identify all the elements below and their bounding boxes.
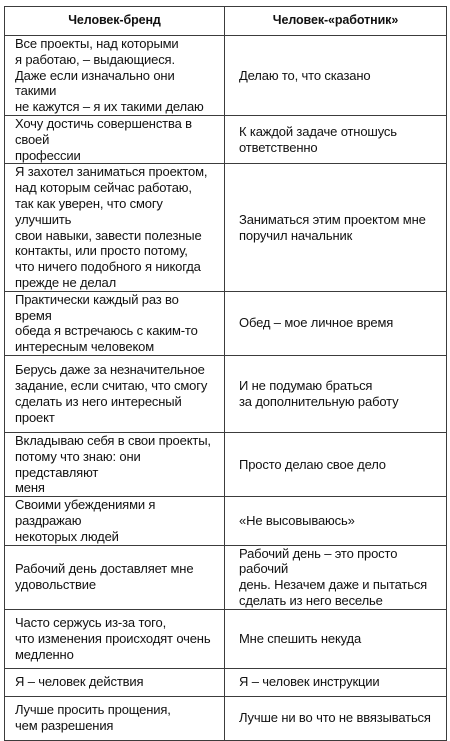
cell-text: Рабочий день – это просто рабочий день. Незачем даже и пытаться сделать из него веселье bbox=[239, 545, 428, 608]
worker-cell bbox=[225, 497, 447, 545]
cell-text: И не подумаю браться за дополнительную работу bbox=[239, 378, 399, 409]
table-row bbox=[5, 696, 447, 740]
worker-cell bbox=[225, 696, 447, 740]
table-row bbox=[5, 432, 447, 496]
worker-cell bbox=[225, 545, 447, 609]
brand-cell bbox=[5, 115, 225, 163]
brand-cell bbox=[5, 291, 225, 355]
cell-text: Рабочий день доставляет мне удовольствие bbox=[15, 561, 194, 593]
comparison-table bbox=[4, 6, 447, 741]
table-row bbox=[5, 291, 447, 355]
cell-text: Лучше просить прощения, чем разрешения bbox=[15, 702, 171, 734]
cell-text: Все проекты, над которыми я работаю, – выдающиеся. Даже если изначально они такими не кажутся – я их такими делаю bbox=[15, 36, 204, 115]
cell-text: К каждой задаче отношусь ответственно bbox=[239, 123, 397, 155]
cell-text: Я – человек действия bbox=[15, 674, 144, 690]
table-row bbox=[5, 545, 447, 609]
header-row bbox=[5, 7, 447, 36]
cell-text: Практически каждый раз во время обеда я встречаюсь с каким-то интересным человеком bbox=[15, 291, 198, 355]
table-header bbox=[5, 7, 447, 36]
worker-cell bbox=[225, 668, 447, 696]
table-row bbox=[5, 36, 447, 116]
cell-text: Мне спешить некуда bbox=[239, 630, 362, 646]
worker-cell bbox=[225, 609, 447, 668]
cell-text: Своими убеждениями я раздражаю некоторых людей bbox=[15, 497, 156, 544]
cell-text: Я захотел заниматься проектом, над которым сейчас работаю, так как уверен, что смогу улучшить свои навыки, завести полезные контакты, или просто потому, что ничего подобного я никогда прежде не делал bbox=[15, 164, 208, 290]
cell-text: Обед – мое личное время bbox=[239, 315, 394, 331]
brand-cell bbox=[5, 668, 225, 696]
cell-text: Берусь даже за незначительное задание, если считаю, что смогу сделать из него интересный проект bbox=[15, 362, 208, 425]
brand-cell bbox=[5, 609, 225, 668]
cell-text: Делаю то, что сказано bbox=[239, 67, 371, 83]
brand-cell bbox=[5, 497, 225, 545]
cell-text: Хочу достичь совершенства в своей профессии bbox=[15, 115, 192, 163]
cell-text: Вкладываю себя в свои проекты, потому что знаю: они представляют меня bbox=[15, 432, 211, 496]
brand-cell bbox=[5, 164, 225, 291]
worker-cell bbox=[225, 164, 447, 291]
cell-text: Лучше ни во что не ввязываться bbox=[239, 710, 431, 726]
brand-cell bbox=[5, 432, 225, 496]
cell-text: «Не высовываюсь» bbox=[239, 512, 355, 528]
table-body bbox=[5, 36, 447, 741]
table-row bbox=[5, 497, 447, 545]
worker-cell bbox=[225, 36, 447, 116]
table-row bbox=[5, 668, 447, 696]
brand-cell bbox=[5, 36, 225, 116]
brand-cell bbox=[5, 696, 225, 740]
column-header-brand: Человек-бренд bbox=[5, 7, 225, 36]
brand-cell bbox=[5, 355, 225, 432]
column-header-worker: Человек-«работник» bbox=[225, 7, 447, 36]
worker-cell bbox=[225, 291, 447, 355]
worker-cell bbox=[225, 115, 447, 163]
brand-cell bbox=[5, 545, 225, 609]
table-row bbox=[5, 164, 447, 291]
cell-text: Я – человек инструкции bbox=[239, 674, 380, 690]
worker-cell bbox=[225, 355, 447, 432]
table-row bbox=[5, 115, 447, 163]
cell-text: Заниматься этим проектом мне поручил начальник bbox=[239, 211, 426, 243]
table-row bbox=[5, 609, 447, 668]
cell-text: Просто делаю свое дело bbox=[239, 456, 386, 472]
cell-text: Часто сержусь из-за того, что изменения происходят очень медленно bbox=[15, 615, 211, 662]
table-row bbox=[5, 355, 447, 432]
worker-cell bbox=[225, 432, 447, 496]
